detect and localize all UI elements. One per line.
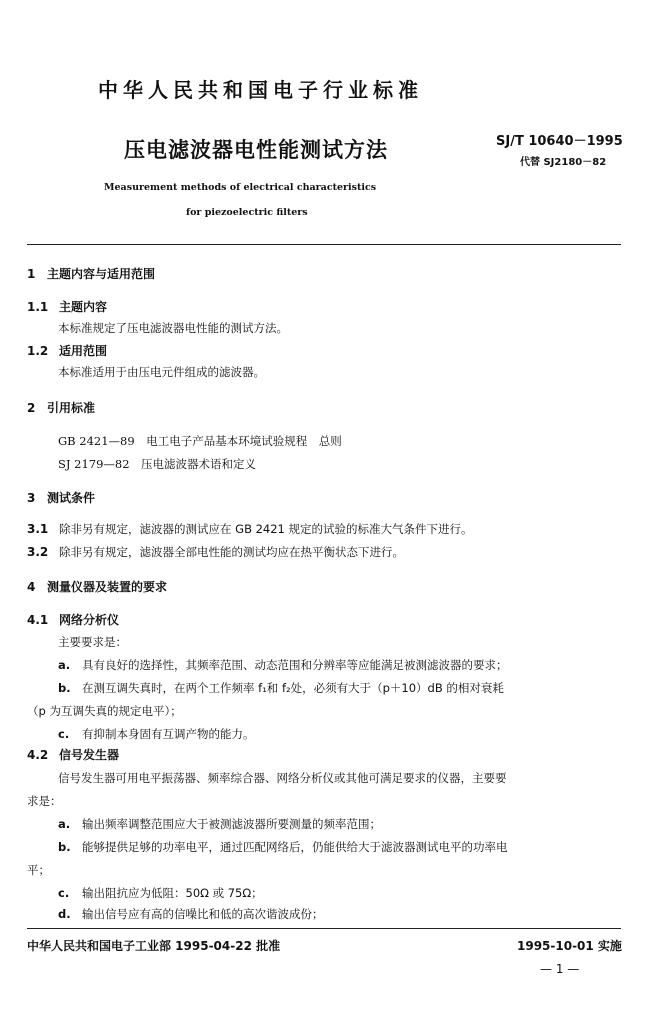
section-number: 4.2: [27, 748, 49, 762]
item-label: c.: [58, 886, 70, 900]
issuing-authority-heading: 中华人民共和国电子行业标准: [98, 78, 423, 102]
section-title: 网络分析仪: [59, 613, 120, 627]
item-label: d.: [58, 907, 71, 921]
section-title: 引用标准: [47, 401, 96, 415]
page-number: — 1 —: [540, 962, 580, 976]
item-text: 输出信号应有高的信噪比和低的高次谐波成份；: [82, 907, 324, 921]
section-text: 除非另有规定，滤波器的测试应在 GB 2421 规定的试验的标准大气条件下进行。: [59, 522, 473, 536]
approval-date: 中华人民共和国电子工业部 1995-04-22 批准: [27, 939, 281, 953]
item-text: 具有良好的选择性，其频率范围、动态范围和分辨率等应能满足被测滤波器的要求；: [82, 658, 508, 672]
section-4-2-item-a: [58, 816, 381, 832]
section-4-1-item-b: [58, 680, 504, 696]
section-4-2-item-b: [58, 839, 508, 855]
section-4-1-item-a: [58, 657, 508, 673]
reference-2: [58, 456, 256, 472]
section-3-1: [27, 521, 473, 537]
replaces-standard: 代替 SJ2180－82: [520, 157, 607, 168]
section-4-1-intro: 主要要求是：: [58, 635, 127, 649]
section-number: 1.2: [27, 344, 49, 358]
section-title: 适用范围: [59, 344, 108, 358]
section-1-2-heading: [27, 342, 107, 359]
footer-rule: [27, 928, 621, 929]
section-4-2-item-c: [58, 885, 263, 901]
item-label: b.: [58, 681, 71, 695]
item-text: 输出阻抗应为低阻：50Ω 或 75Ω；: [82, 886, 263, 900]
item-label: a.: [58, 817, 71, 831]
item-text: 在测互调失真时，在两个工作频率 f₁和 f₂处，必须有大于（p＋10）dB 的相对衰耗: [82, 681, 504, 695]
section-number: 4.1: [27, 613, 49, 627]
section-1-2-text: 本标准适用于由压电元件组成的滤波器。: [58, 365, 265, 379]
section-4-2-intro-cont: 求是：: [27, 794, 62, 808]
section-4-2-item-d: [58, 906, 324, 922]
reference-title: 压电滤波器术语和定义: [141, 457, 257, 471]
item-text: 有抑制本身固有互调产物的能力。: [82, 727, 255, 741]
section-4-heading: [27, 578, 167, 595]
section-4-2-item-b-cont: 平；: [27, 863, 50, 877]
reference-code: GB 2421—89: [58, 434, 135, 448]
section-title: 测量仪器及装置的要求: [47, 580, 168, 594]
section-title: 信号发生器: [59, 748, 120, 762]
item-label: c.: [58, 727, 70, 741]
item-text: 能够提供足够的功率电平，通过匹配网络后，仍能供给大于滤波器测试电平的功率电: [82, 840, 508, 854]
english-title-line2: for piezoelectric filters: [186, 207, 308, 218]
section-4-1-item-c: [58, 726, 255, 742]
section-4-1-heading: [27, 611, 119, 628]
section-1-1-text: 本标准规定了压电滤波器电性能的测试方法。: [58, 321, 288, 335]
section-text: 除非另有规定，滤波器全部电性能的测试均应在热平衡状态下进行。: [59, 545, 404, 559]
section-1-1-heading: [27, 298, 107, 315]
document-title: 压电滤波器电性能测试方法: [124, 138, 388, 162]
item-label: b.: [58, 840, 71, 854]
section-1-heading: [27, 265, 155, 282]
section-4-2-heading: [27, 746, 119, 763]
section-number: 4: [27, 580, 36, 594]
effective-date: 1995-10-01 实施: [517, 939, 622, 953]
section-title: 主题内容: [59, 300, 108, 314]
section-number: 2: [27, 401, 36, 415]
standard-number: SJ/T 10640－1995: [496, 134, 623, 149]
item-text: 输出频率调整范围应大于被测滤波器所要测量的频率范围；: [82, 817, 381, 831]
item-label: a.: [58, 658, 71, 672]
section-number: 1.1: [27, 300, 49, 314]
section-3-heading: [27, 489, 95, 506]
reference-title: 电工电子产品基本环境试验规程 总则: [146, 434, 342, 448]
section-3-2: [27, 544, 404, 560]
section-4-1-item-b-cont: （p 为互调失真的规定电平）；: [27, 704, 182, 718]
section-4-2-intro: 信号发生器可用电平振荡器、频率综合器、网络分析仪或其他可满足要求的仪器，主要要: [58, 771, 507, 785]
reference-1: [58, 433, 342, 449]
header-rule: [27, 244, 621, 245]
english-title-line1: Measurement methods of electrical characteristics: [104, 182, 377, 193]
section-number: 3: [27, 491, 36, 505]
reference-code: SJ 2179—82: [58, 457, 130, 471]
section-number: 1: [27, 267, 36, 281]
section-title: 主题内容与适用范围: [47, 267, 156, 281]
section-number: 3.2: [27, 545, 49, 559]
section-2-heading: [27, 399, 95, 416]
section-number: 3.1: [27, 522, 49, 536]
section-title: 测试条件: [47, 491, 96, 505]
